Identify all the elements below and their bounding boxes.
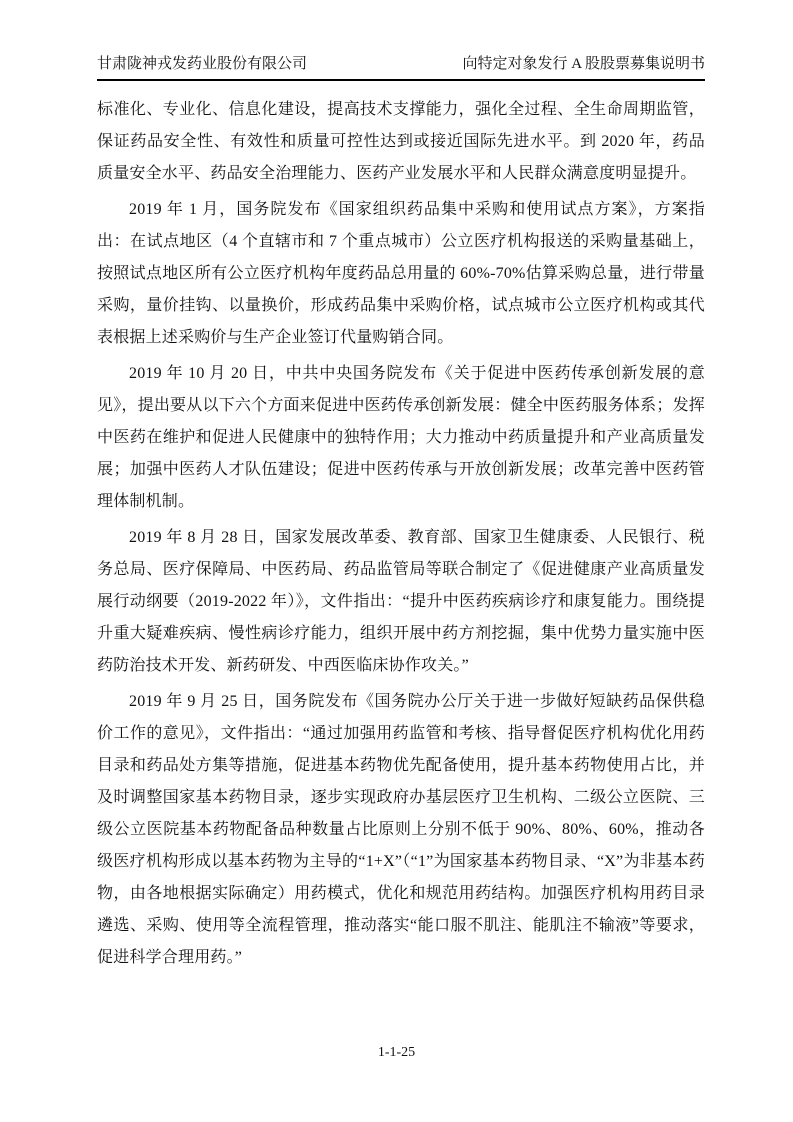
body-paragraph: 2019 年 8 月 28 日，国家发展改革委、教育部、国家卫生健康委、人民银行、税务总局、医疗保障局、中医药局、药品监管局等联合制定了《促进健康产业高质量发展行动纲要（2019-2022 年）》，文件指出：“提升中医药疾病诊疗和康复能力。围绕提升重大疑难疾病、慢性病诊疗能力，组织开展中药方剂挖掘，集中优势力量实施中医药防治技术开发、新药研发、中西医临床协作攻关。”: [97, 529, 705, 674]
body-paragraph: 2019 年 10 月 20 日，中共中央国务院发布《关于促进中医药传承创新发展的意见》，提出要从以下六个方面来促进中医药传承创新发展：健全中医药服务体系；发挥中医药在维护和促进人民健康中的独特作用；大力推动中药质量提升和产业高质量发展；加强中医药人才队伍建设；促进中医药传承与开放创新发展；改革完善中医药管理体制机制。: [97, 365, 705, 510]
page-footer: [0, 1044, 793, 1062]
document-body: [97, 94, 705, 978]
body-paragraph: 2019 年 1 月，国务院发布《国家组织药品集中采购和使用试点方案》，方案指出：在试点地区（4 个直辖市和 7 个重点城市）公立医疗机构报送的采购量基础上，按照试点地区所有公立医疗机构年度药品总用量的 60%-70%估算采购总量，进行带量采购，量价挂钩、以量换价，形成药品集中采购价格，试点城市公立医疗机构或其代表根据上述采购价与生产企业签订代量购销合同。: [97, 201, 705, 346]
header-company-name: 甘肃陇神戎发药业股份有限公司: [97, 56, 308, 72]
header-document-title: 向特定对象发行 A 股股票募集说明书: [462, 56, 705, 72]
page-header: [97, 54, 705, 81]
page-number: 1-1-25: [377, 1045, 416, 1060]
body-paragraph: 2019 年 9 月 25 日，国务院发布《国务院办公厅关于进一步做好短缺药品保供稳价工作的意见》，文件指出：“通过加强用药监管和考核、指导督促医疗机构优化用药目录和药品处方集等措施，促进基本药物优先配备使用，提升基本药物使用占比，并及时调整国家基本药物目录，逐步实现政府办基层医疗卫生机构、二级公立医院、三级公立医院基本药物配备品种数量占比原则上分别不低于 90%、80%、60%，推动各级医疗机构形成以基本药物为主导的“1+X”（“1”为国家基本药物目录、“X”为非基本药物，由各地根据实际确定）用药模式，优化和规范用药结构。加强医疗机构用药目录遴选、采购、使用等全流程管理，推动落实“能口服不肌注、能肌注不输液”等要求，促进科学合理用药。”: [97, 693, 705, 966]
body-paragraph: 标准化、专业化、信息化建设，提高技术支撑能力，强化全过程、全生命周期监管，保证药品安全性、有效性和质量可控性达到或接近国际先进水平。到 2020 年，药品质量安全水平、药品安全治理能力、医药产业发展水平和人民群众满意度明显提升。: [97, 101, 705, 182]
